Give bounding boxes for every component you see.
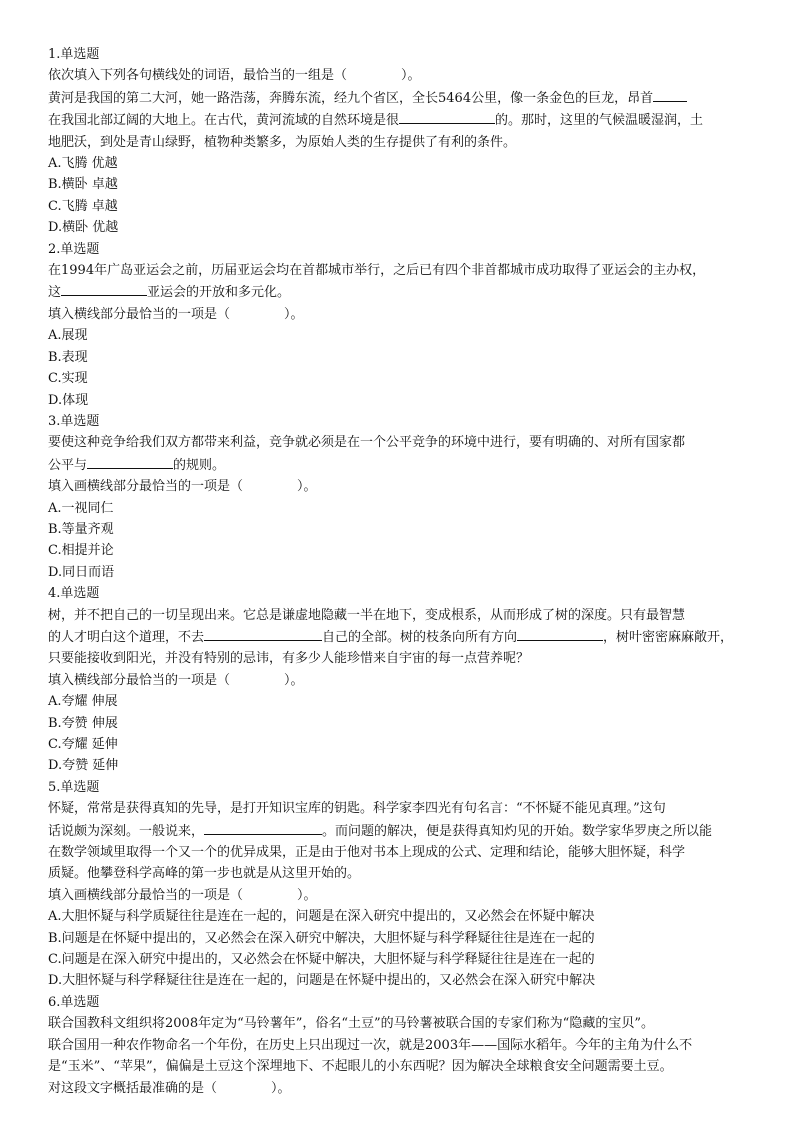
option-b[interactable]: B.横卧 卓越 <box>48 177 118 193</box>
answer-blank <box>653 87 687 102</box>
question-5-prompt: 填入画横线部分最恰当的一项是（ ）。 <box>48 887 317 903</box>
question-6-passage-line: 是“玉米”、“苹果”，偏偏是土豆这个深埋地下、不起眼儿的小东西呢？因为解决全球粮食安全问题需要土豆。 <box>48 1059 673 1075</box>
option-c[interactable]: C.飞腾 卓越 <box>48 198 118 214</box>
question-4-heading: 4.单选题 <box>48 586 100 602</box>
answer-blank <box>399 109 495 124</box>
option-c[interactable]: C.夸耀 延伸 <box>48 737 118 752</box>
option-d[interactable]: D.体现 <box>48 392 89 408</box>
option-d[interactable]: D.同日而语 <box>48 564 115 580</box>
option-a[interactable]: A.一视同仁 <box>48 500 114 516</box>
question-2-passage-line: 这 亚运会的开放和多元化。 <box>48 281 764 303</box>
question-4-passage-line: 的人才明白这个道理，不去 自己的全部。树的枝条向所有方向 ，树叶密密麻麻敞开， <box>48 626 764 648</box>
question-document <box>48 44 764 1099</box>
question-2-passage-line: 在1994年广岛亚运会之前，历届亚运会均在首都城市举行，之后已有四个非首都城市成功取得了亚运会的主办权， <box>48 263 706 279</box>
option-a[interactable]: A.大胆怀疑与科学质疑往往是连在一起的，问题是在深入研究中提出的，又必然会在怀疑中解决 <box>48 909 595 925</box>
question-3-passage-line: 要使这种竞争给我们双方都带来利益，竞争就必须是在一个公平竞争的环境中进行，要有明确的、对所有国家都 <box>48 435 686 451</box>
question-3-prompt: 填入画横线部分最恰当的一项是（ ）。 <box>48 479 317 495</box>
answer-blank <box>204 626 322 641</box>
question-2-heading: 2.单选题 <box>48 241 100 257</box>
question-2-prompt: 填入横线部分最恰当的一项是（ ）。 <box>48 306 304 322</box>
question-5 <box>48 777 764 992</box>
option-a[interactable]: A.夸耀 伸展 <box>48 694 118 710</box>
question-6-passage-line: 联合国教科文组织将2008年定为“马铃薯年”，俗名“土豆”的马铃薯被联合国的专家们称为“隐藏的宝贝”。 <box>48 1016 654 1032</box>
question-3-passage-line: 公平与 的规则。 <box>48 454 764 476</box>
option-d[interactable]: D.横卧 优越 <box>48 220 119 236</box>
option-b[interactable]: B.问题是在怀疑中提出的，又必然会在深入研究中解决，大胆怀疑与科学释疑往往是连在一起的 <box>48 930 595 946</box>
option-a[interactable]: A.飞腾 优越 <box>48 156 118 172</box>
question-5-passage-line: 话说颇为深刻。一般说来， 。而问题的解决，便是获得真知灼见的开始。数学家华罗庚之所以能 <box>48 820 764 842</box>
option-c[interactable]: C.相提并论 <box>48 543 114 559</box>
question-5-passage-line: 怀疑，常常是获得真知的先导，是打开知识宝库的钥匙。科学家李四光有句名言：“不怀疑不能见真理。”这句 <box>48 801 666 817</box>
option-d[interactable]: D.夸赞 延伸 <box>48 758 119 774</box>
option-b[interactable]: B.表现 <box>48 349 88 365</box>
answer-blank <box>61 281 147 296</box>
question-1-prompt: 依次填入下列各句横线处的词语，最恰当的一组是（ ）。 <box>48 68 421 84</box>
question-4-passage-line: 树，并不把自己的一切呈现出来。它总是谦虚地隐藏一半在地下，变成根系，从而形成了树的深度。只有最智慧 <box>48 607 686 623</box>
option-a[interactable]: A.展现 <box>48 328 88 344</box>
question-3-heading: 3.单选题 <box>48 413 100 429</box>
question-4-passage-line: 只要能接收到阳光，并没有特别的忌讳，有多少人能珍惜来自宇宙的每一点营养呢？ <box>48 651 530 667</box>
question-6-prompt: 对这段文字概括最准确的是（ ）。 <box>48 1080 291 1096</box>
question-5-passage-line: 在数学领域里取得一个又一个的优异成果，正是由于他对书本上现成的公式、定理和结论，能够大胆怀疑，科学 <box>48 845 686 861</box>
question-6-heading: 6.单选题 <box>48 994 100 1010</box>
question-1-passage-line: 黄河是我国的第二大河，她一路浩荡，奔腾东流，经九个省区，全长5464公里，像一条金色的巨龙，昂首 <box>48 87 764 109</box>
question-1 <box>48 44 764 239</box>
option-c[interactable]: C.问题是在深入研究中提出的，又必然会在怀疑中解决，大胆怀疑与科学释疑往往是连在一起的 <box>48 952 595 968</box>
question-4-prompt: 填入横线部分最恰当的一项是（ ）。 <box>48 672 304 688</box>
question-5-passage-line: 质疑。他攀登科学高峰的第一步也就是从这里开始的。 <box>48 866 361 882</box>
option-c[interactable]: C.实现 <box>48 371 88 387</box>
option-b[interactable]: B.等量齐观 <box>48 521 114 537</box>
option-d[interactable]: D.大胆怀疑与科学释疑往往是连在一起的，问题是在怀疑中提出的，又必然会在深入研究中解决 <box>48 973 596 989</box>
answer-blank <box>517 626 603 641</box>
question-1-passage-line: 地肥沃，到处是青山绿野，植物种类繁多，为原始人类的生存提供了有利的条件。 <box>48 134 517 150</box>
question-5-heading: 5.单选题 <box>48 779 100 795</box>
question-2 <box>48 239 764 411</box>
answer-blank <box>87 454 173 469</box>
question-6 <box>48 992 764 1099</box>
question-1-passage-line: 在我国北部辽阔的大地上。在古代，黄河流域的自然环境是很 的。那时，这里的气候温暖湿润，土 <box>48 109 764 131</box>
option-b[interactable]: B.夸赞 伸展 <box>48 715 118 731</box>
question-1-heading: 1.单选题 <box>48 47 100 62</box>
question-6-passage-line: 联合国用一种农作物命名一个年份，在历史上只出现过一次，就是2003年——国际水稻年。今年的主角为什么不 <box>48 1037 693 1053</box>
question-4 <box>48 583 764 777</box>
question-3 <box>48 411 764 583</box>
answer-blank <box>204 820 322 835</box>
